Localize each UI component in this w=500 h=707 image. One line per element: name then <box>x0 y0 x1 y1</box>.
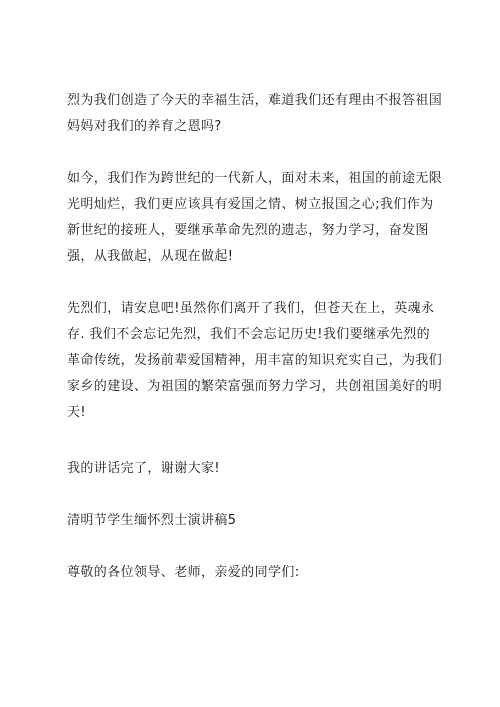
text-line: 存. 我们不会忘记先烈，我们不会忘记历史!我们要继承先烈的 <box>67 327 431 342</box>
text-line: 天! <box>67 405 87 420</box>
text-line: 如今，我们作为跨世纪的一代新人，面对未来，祖国的前途无限 <box>67 171 443 186</box>
paragraph-new-generation <box>67 166 443 270</box>
paragraph-gratitude <box>67 88 443 140</box>
paragraph-salutation <box>67 560 437 586</box>
text-line: 妈妈对我们的养育之恩吗? <box>67 119 222 134</box>
text-line: 革命传统，发扬前辈爱国精神，用丰富的知识充实自己，为我们 <box>67 353 443 368</box>
text-line: 我的讲话完了，谢谢大家! <box>67 461 221 476</box>
text-line: 家乡的建设、为祖国的繁荣富强而努力学习，共创祖国美好的明 <box>67 379 443 394</box>
heading-line: 清明节学生缅怀烈士演讲稿5 <box>67 513 237 528</box>
text-line: 尊敬的各位领导、老师，亲爱的同学们: <box>67 565 300 580</box>
text-line: 烈为我们创造了今天的幸福生活，难道我们还有理由不报答祖国 <box>67 93 443 108</box>
section-heading <box>67 508 437 534</box>
paragraph-closing <box>67 456 437 482</box>
paragraph-martyrs-rest <box>67 296 443 426</box>
text-line: 新世纪的接班人，要继承革命先烈的遗志，努力学习，奋发图 <box>67 223 429 238</box>
text-line: 光明灿烂，我们更应该具有爱国之情、树立报国之心;我们作为 <box>67 197 434 212</box>
text-line: 强，从我做起，从现在做起! <box>67 249 234 264</box>
text-line: 先烈们，请安息吧!虽然你们离开了我们，但苍天在上，英魂永 <box>67 301 435 316</box>
